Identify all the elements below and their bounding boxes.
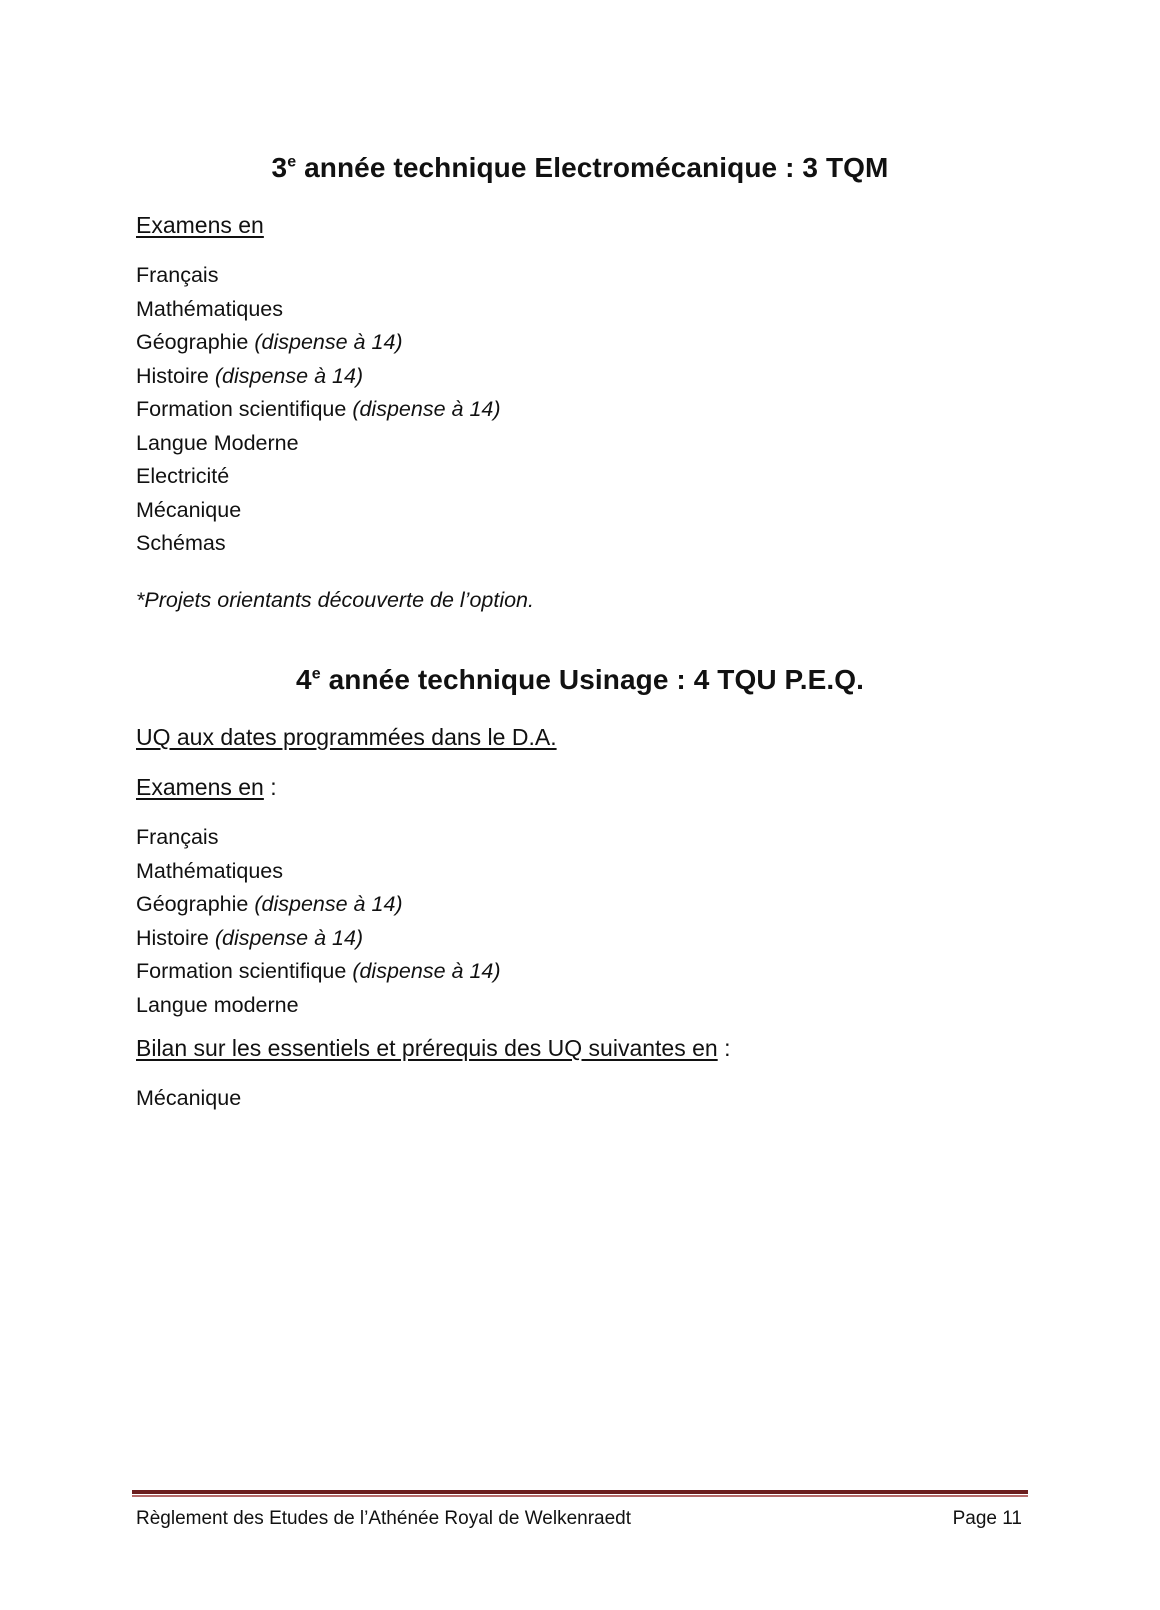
subject-dispense-note: (dispense à 14)	[214, 925, 364, 950]
subject-dispense-note: (dispense à 14)	[352, 397, 501, 421]
section2-subject-list	[136, 821, 1036, 1022]
subject-name: Langue Moderne	[136, 430, 299, 455]
section1-title	[0, 152, 1160, 184]
section1-title-superscript: e	[287, 153, 297, 171]
subject-name: Schémas	[136, 531, 226, 555]
list-item	[136, 293, 1036, 327]
section2-title-superscript: e	[311, 665, 321, 683]
section2-exams-label-suffix: :	[263, 774, 277, 800]
section2-title-number: 4	[296, 664, 312, 695]
list-item	[136, 1082, 1036, 1116]
list-item	[136, 855, 1036, 889]
subject-name: Géographie	[136, 892, 249, 916]
subject-dispense-note: (dispense à 14)	[254, 892, 403, 916]
subject-name: Mécanique	[136, 1086, 242, 1110]
subject-name: Mécanique	[136, 497, 242, 522]
list-item	[136, 427, 1036, 461]
subject-name: Formation scientifique	[136, 397, 347, 421]
list-item	[136, 360, 1036, 394]
section2-bilan-list	[136, 1082, 1036, 1116]
footer-rule	[132, 1490, 1028, 1494]
subject-name: Histoire	[136, 363, 209, 388]
list-item	[136, 527, 1036, 561]
section2-bilan-label-suffix: :	[717, 1035, 731, 1061]
section1-title-text: année technique Electromécanique : 3 TQM	[296, 152, 889, 183]
list-item	[136, 259, 1036, 293]
section2-bilan-label	[136, 1033, 1036, 1063]
list-item	[136, 326, 1036, 360]
list-item	[136, 821, 1036, 855]
section1-exams-label	[136, 210, 1036, 240]
section2-uq-label	[136, 722, 1036, 752]
section1-title-number: 3	[271, 152, 288, 183]
section1-subject-list	[136, 259, 1036, 561]
list-item	[136, 922, 1036, 956]
subject-name: Français	[136, 263, 219, 287]
footer-document-title: Règlement des Etudes de l’Athénée Royal de Welkenraedt	[136, 1508, 632, 1529]
subject-name: Electricité	[136, 464, 230, 488]
page-number: Page 11	[952, 1508, 1022, 1529]
section1-footnote: *Projets orientants découverte de l’option.	[136, 588, 534, 612]
section2-title	[0, 664, 1160, 696]
subject-name: Mathématiques	[136, 296, 283, 321]
list-item	[136, 888, 1036, 922]
list-item	[136, 989, 1036, 1023]
footer-rule-secondary	[132, 1495, 1028, 1497]
subject-name: Langue moderne	[136, 992, 299, 1017]
section2-title-text: année technique Usinage : 4 TQU P.E.Q.	[320, 664, 864, 695]
list-item	[136, 393, 1036, 427]
section2-exams-label-text: Examens en	[136, 774, 264, 800]
subject-name: Formation scientifique	[136, 959, 347, 983]
subject-dispense-note: (dispense à 14)	[352, 959, 501, 983]
section2-bilan-label-text: Bilan sur les essentiels et prérequis des UQ suivantes en	[136, 1035, 718, 1061]
section2-uq-label-text: UQ aux dates programmées dans le D.A.	[136, 724, 557, 750]
list-item	[136, 460, 1036, 494]
section1-exams-label-text: Examens en	[136, 212, 264, 238]
subject-name: Français	[136, 825, 219, 849]
section2-exams-label	[136, 772, 1036, 802]
subject-name: Histoire	[136, 925, 209, 950]
subject-dispense-note: (dispense à 14)	[254, 330, 403, 354]
list-item	[136, 494, 1036, 528]
subject-name: Géographie	[136, 330, 249, 354]
subject-dispense-note: (dispense à 14)	[214, 363, 364, 388]
list-item	[136, 955, 1036, 989]
subject-name: Mathématiques	[136, 858, 283, 883]
